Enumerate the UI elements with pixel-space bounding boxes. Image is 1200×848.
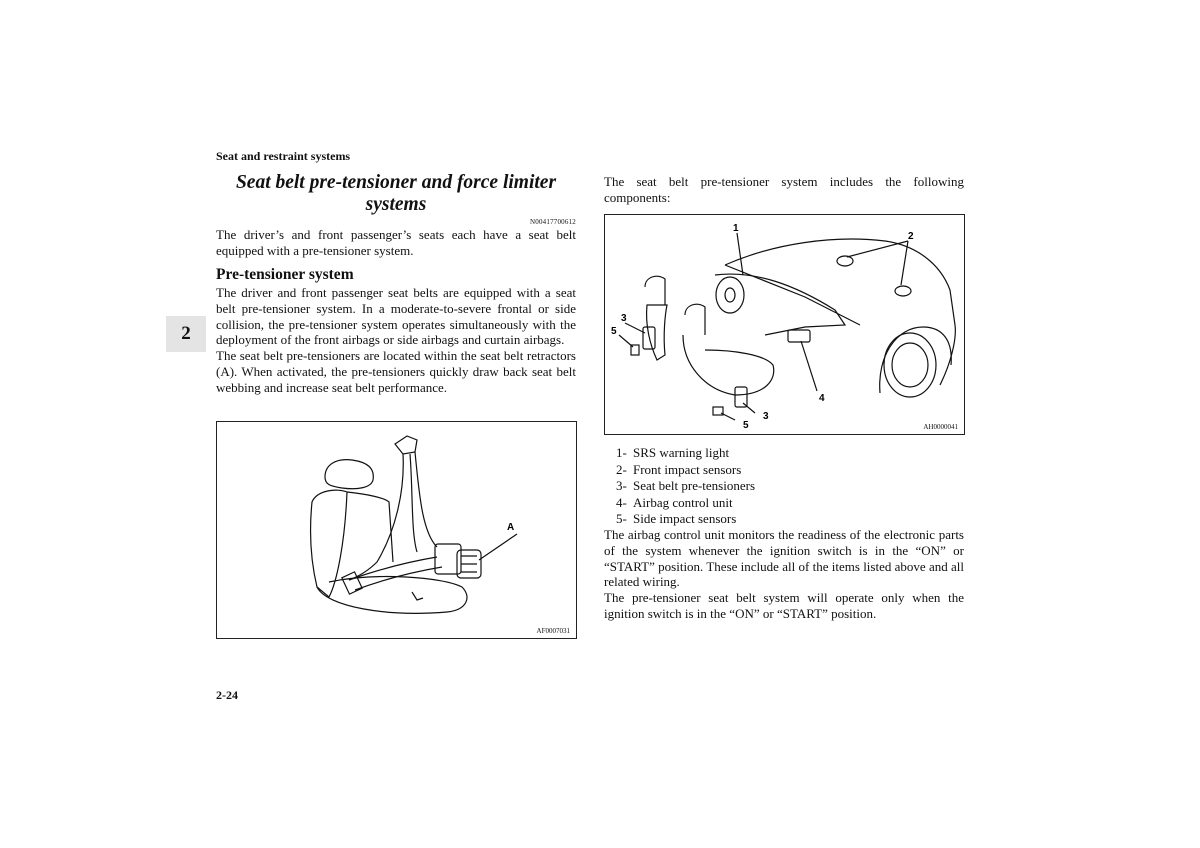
components-intro: The seat belt pre-tensioner system includes the following components:	[604, 174, 964, 205]
subsection-paragraph-1: The driver and front passenger seat belts are equipped with a seat belt pre-tensioner system. In a moderate-to-severe frontal or side collision, the pre-tensioner system operates simultaneously with the deployment of the front airbags or side airbags and curtain airbags.	[216, 285, 576, 348]
right-body	[604, 527, 964, 622]
legend-text: Front impact sensors	[633, 461, 742, 477]
legend-text: SRS warning light	[633, 445, 730, 460]
legend-item	[616, 478, 755, 495]
callout-3-upper: 3	[621, 313, 627, 324]
vehicle-illustration	[605, 215, 964, 434]
legend-text: Side impact sensors	[633, 511, 737, 526]
callout-5-upper: 5	[611, 326, 617, 337]
right-paragraph-2: The pre-tensioner seat belt system will operate only when the ignition switch is in the “ON” or “START” position.	[604, 590, 964, 621]
vehicle-components-figure	[604, 214, 965, 435]
legend-item	[616, 445, 755, 462]
legend-item	[616, 462, 755, 479]
legend-number: 3-	[616, 478, 627, 493]
callout-2: 2	[908, 231, 914, 242]
legend-text: Airbag control unit	[633, 494, 733, 510]
intro-paragraph: The driver’s and front passenger’s seats each have a seat belt equipped with a pre-tensioner system.	[216, 227, 576, 258]
seat-belt-illustration	[217, 422, 576, 638]
legend-number: 5-	[616, 511, 627, 526]
callout-4: 4	[819, 393, 825, 404]
subsection-body	[216, 285, 576, 396]
section-header: Seat and restraint systems	[216, 149, 351, 163]
subsection-paragraph-2: The seat belt pre-tensioners are located within the seat belt retractors (A). When activated, the pre-tensioners quickly draw back seat belt webbing and increase seat belt performance.	[216, 348, 576, 395]
figure-right-code: AH0000041	[923, 423, 958, 431]
right-paragraph-1: The airbag control unit monitors the readiness of the electronic parts of the system whenever the ignition switch is in the “ON” or “START” position. These include all of the items listed above and all related wiring.	[604, 527, 964, 590]
callout-3-lower: 3	[763, 411, 769, 422]
subsection-heading: Pre-tensioner system	[216, 266, 354, 283]
callout-1: 1	[733, 223, 739, 234]
legend-number: 2-	[616, 461, 627, 477]
seat-belt-figure	[216, 421, 577, 639]
figure-left-code: AF0007031	[536, 627, 570, 635]
legend-number: 1-	[616, 445, 627, 460]
legend-item	[616, 511, 755, 528]
components-legend	[616, 445, 755, 528]
legend-text: Seat belt pre-tensioners	[633, 478, 756, 493]
chapter-tab: 2	[166, 316, 206, 352]
legend-number: 4-	[616, 494, 627, 510]
callout-a: A	[507, 522, 515, 533]
legend-item	[616, 495, 755, 512]
page-title: Seat belt pre-tensioner and force limiter systems	[235, 172, 557, 215]
page-number: 2-24	[216, 688, 238, 702]
callout-5-lower: 5	[743, 420, 749, 431]
title-code: N00417700612	[530, 218, 576, 226]
